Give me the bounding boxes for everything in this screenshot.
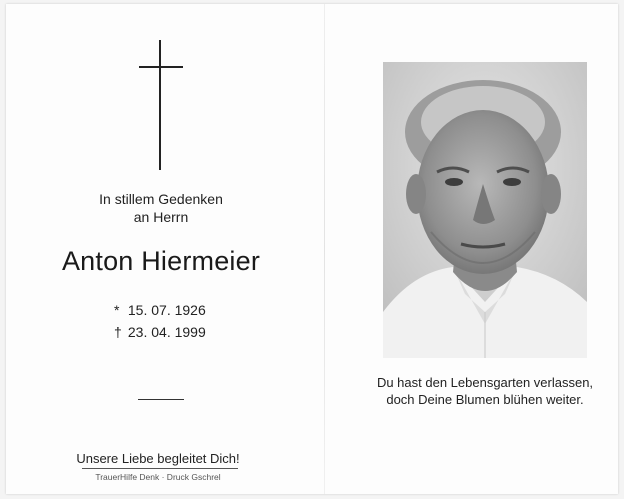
verse-text [365,374,605,408]
birth-date: 15. 07. 1926 [127,302,206,318]
closing-divider [82,468,238,469]
closing-line: Unsere Liebe begleitet Dich! [76,451,240,466]
intro-line-2: an Herrn [133,209,189,225]
right-panel [325,4,618,494]
intro-text [76,190,246,226]
death-symbol: † [114,324,122,340]
verse-line-2: doch Deine Blumen blühen weiter. [386,392,584,407]
cross-icon [139,40,183,170]
verse-line-1: Du hast den Lebensgarten verlassen, [376,375,594,390]
birth-date-line [114,302,206,318]
printer-credit: TrauerHilfe Denk · Druck Gschrel [95,472,221,482]
left-panel [6,4,324,494]
death-date-line [114,324,206,340]
divider [138,399,184,400]
intro-line-1: In stillem Gedenken [99,191,223,207]
birth-symbol: * [114,302,120,318]
portrait-photo [383,62,587,358]
deceased-name: Anton Hiermeier [61,246,261,276]
memorial-card [6,4,618,494]
death-date: 23. 04. 1999 [127,324,206,340]
